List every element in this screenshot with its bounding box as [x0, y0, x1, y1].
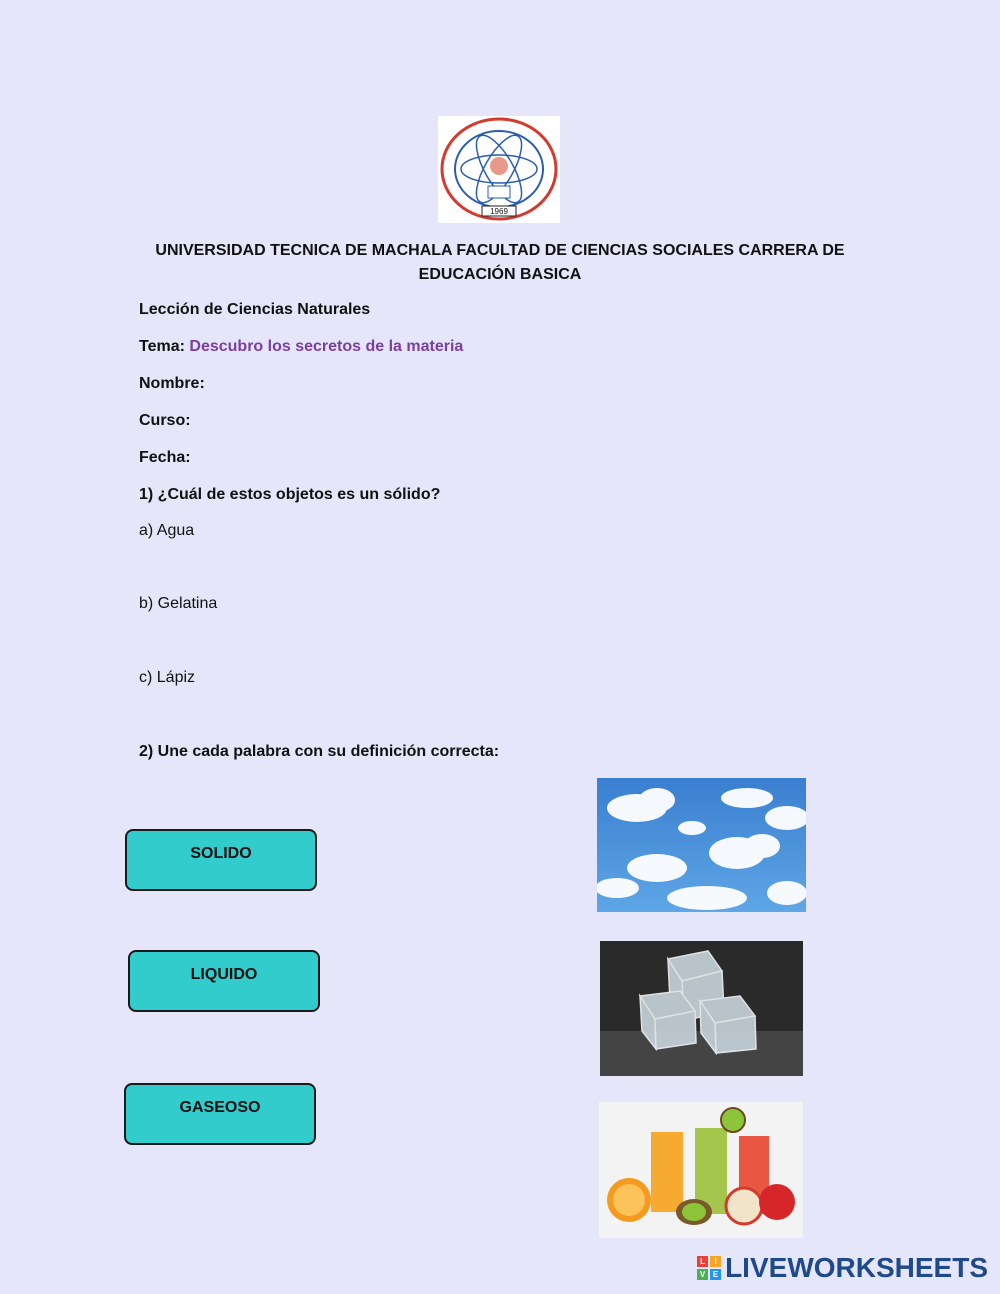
curso-label: Curso:	[139, 412, 191, 429]
word-box-gaseoso[interactable]: GASEOSO	[124, 1083, 316, 1145]
nombre-label: Nombre:	[139, 375, 205, 392]
logo-year: 1969	[490, 207, 508, 216]
word-box-solido[interactable]: SOLIDO	[125, 829, 317, 891]
option-c[interactable]: c) Lápiz	[139, 669, 196, 686]
fruit-juices-image[interactable]	[599, 1102, 803, 1238]
question2-prompt: 2) Une cada palabra con su definición correcta:	[139, 743, 500, 760]
tema-line	[139, 338, 463, 356]
page-title: UNIVERSIDAD TECNICA DE MACHALA FACULTAD DE CIENCIAS SOCIALES CARRERA DE EDUCACIÓN BASICA	[155, 242, 845, 283]
tema-label: Tema:	[139, 338, 185, 355]
question1-prompt: 1) ¿Cuál de estos objetos es un sólido?	[139, 486, 441, 503]
brand-blocks-icon: L I V E	[697, 1256, 721, 1280]
ice-cubes-image[interactable]	[600, 941, 803, 1076]
word-box-liquido[interactable]: LIQUIDO	[128, 950, 320, 1012]
option-b[interactable]: b) Gelatina	[139, 595, 218, 612]
lesson-title: Lección de Ciencias Naturales	[139, 301, 371, 318]
option-a[interactable]: a) Agua	[139, 522, 195, 539]
fecha-label: Fecha:	[139, 449, 191, 466]
tema-value: Descubro los secretos de la materia	[189, 338, 464, 355]
clouds-sky-image[interactable]	[597, 778, 806, 912]
university-logo	[438, 116, 560, 223]
liveworksheets-logo[interactable]	[697, 1252, 988, 1284]
brand-name: LIVEWORKSHEETS	[725, 1252, 988, 1283]
